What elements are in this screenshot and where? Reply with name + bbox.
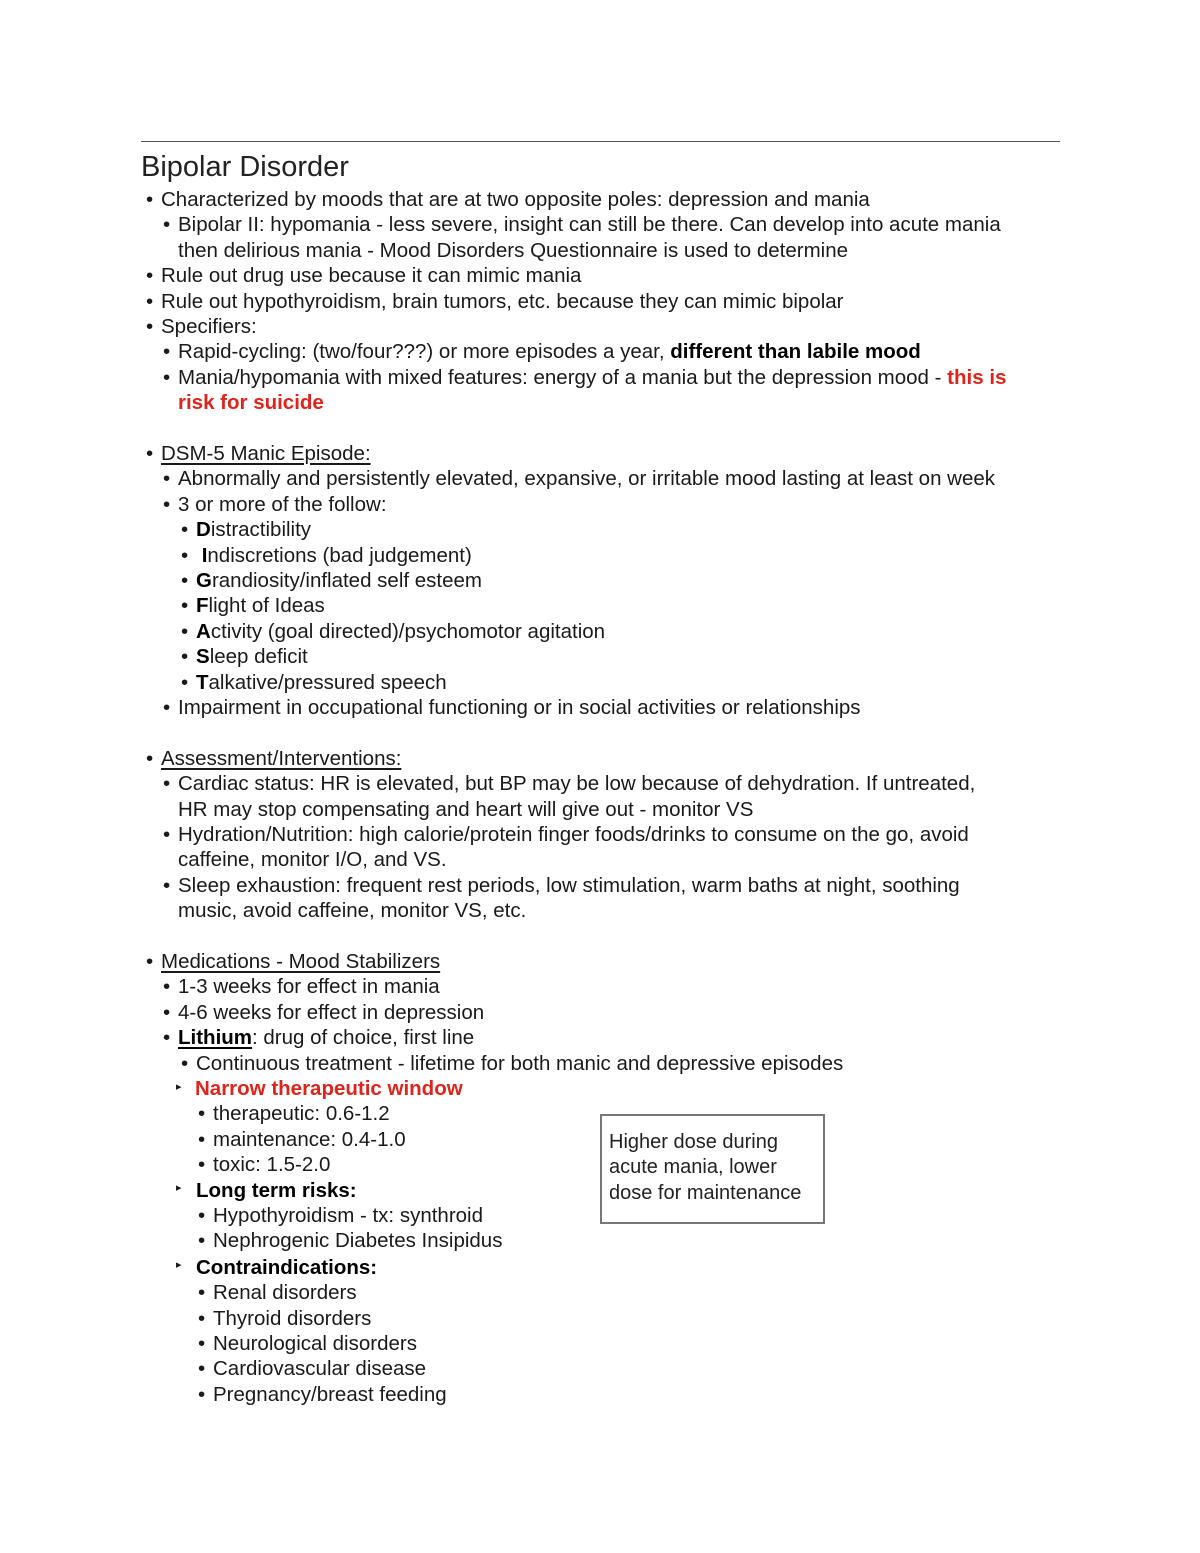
bullet-icon (146, 441, 153, 466)
hypothyroidism-text: Hypothyroidism - tx: synthroid (213, 1204, 484, 1227)
contraindication-item: Pregnancy/breast feeding (213, 1382, 447, 1406)
continuous-treatment-text: Continuous treatment - lifetime for both manic and depressive episodes (196, 1051, 844, 1075)
hydration-line2: caffeine, monitor I/O, and VS. (178, 848, 447, 872)
bullet-icon (181, 517, 188, 542)
abnormal-mood-text: Abnormally and persistently elevated, expansive, or irritable mood lasting at least on week (178, 467, 996, 491)
mnemonic-letter: G (196, 569, 212, 592)
bullet-icon (146, 263, 153, 288)
mnemonic-letter: T (196, 670, 209, 694)
mnemonic-letter: S (196, 645, 210, 669)
dsm5-header: DSM-5 Manic Episode: (161, 442, 371, 465)
mixed-features-text: Mania/hypomania with mixed features: energy of a mania but the depression mood - (178, 365, 948, 389)
rapid-cycling-line (178, 339, 921, 364)
bullet-icon (146, 187, 153, 212)
bullet-icon (181, 543, 188, 568)
mnemonic-item (196, 568, 482, 593)
mania-weeks-text: 1-3 weeks for effect in mania (178, 975, 440, 999)
medications-header: Medications - Mood Stabilizers (161, 950, 441, 973)
bullet-icon (198, 1356, 205, 1381)
mnemonic-item (196, 517, 311, 542)
bullet-icon (146, 746, 153, 771)
top-divider (141, 141, 1060, 142)
mnemonic-item (196, 593, 325, 618)
mnemonic-letter: I (196, 543, 208, 567)
bullet-icon (198, 1228, 205, 1253)
contraindications-text: Contraindications: (196, 1255, 378, 1279)
bullet-icon (181, 568, 188, 593)
bullet-icon (198, 1152, 205, 1177)
mnemonic-rest: istractibility (210, 518, 312, 542)
bullet-icon (198, 1331, 205, 1356)
rapid-cycling-bold: different than labile mood (670, 340, 921, 364)
bipolar2-line1: Bipolar II: hypomania - less severe, insight can still be there. Can develop into acute mania (178, 213, 1001, 237)
page-title: Bipolar Disorder (141, 151, 349, 183)
therapeutic-text: therapeutic: 0.6-1.2 (213, 1102, 390, 1126)
depression-weeks-text: 4-6 weeks for effect in depression (178, 1000, 485, 1024)
rule-out-hypo-text: Rule out hypothyroidism, brain tumors, etc. because they can mimic bipolar (161, 289, 844, 313)
contraindication-item: Cardiovascular disease (213, 1357, 427, 1381)
bullet-icon (163, 873, 170, 898)
mnemonic-item (196, 543, 472, 568)
toxic-text: toxic: 1.5-2.0 (213, 1153, 331, 1177)
lithium-line (178, 1025, 474, 1050)
note-line3: dose for maintenance (609, 1181, 802, 1204)
contraindication-item: Renal disorders (213, 1281, 357, 1305)
lithium-rest: : drug of choice, first line (252, 1026, 475, 1050)
bullet-icon (198, 1306, 205, 1331)
mnemonic-rest: alkative/pressured speech (208, 670, 447, 694)
mnemonic-rest: leep deficit (209, 645, 308, 669)
bullet-icon (163, 466, 170, 491)
mnemonic-item (196, 619, 605, 644)
bullet-icon (198, 1280, 205, 1305)
bullet-icon (163, 492, 170, 517)
bullet-icon (163, 1000, 170, 1025)
bullet-icon (198, 1127, 205, 1152)
characterized-text: Characterized by moods that are at two opposite poles: depression and mania (161, 188, 870, 211)
note-line1: Higher dose during (609, 1131, 778, 1153)
bullet-icon (181, 619, 188, 644)
mnemonic-letter: A (196, 619, 211, 643)
maintenance-text: maintenance: 0.4-1.0 (213, 1127, 406, 1151)
narrow-window-text: Narrow therapeutic window (195, 1077, 463, 1100)
cardiac-line1: Cardiac status: HR is elevated, but BP may be low because of dehydration. If untreated, (178, 772, 976, 796)
mnemonic-rest: ndiscretions (bad judgement) (207, 543, 472, 567)
bullet-icon (198, 1101, 205, 1126)
bullet-icon (163, 822, 170, 847)
mnemonic-letter: D (196, 518, 211, 542)
suicide-risk-red2: risk for suicide (178, 391, 324, 415)
bullet-icon (163, 212, 170, 237)
bullet-icon (163, 974, 170, 999)
contraindication-item: Thyroid disorders (213, 1306, 372, 1330)
bullet-icon (163, 1025, 170, 1050)
arrow-bullet-icon (176, 1082, 182, 1093)
bullet-icon (163, 339, 170, 364)
bullet-icon (146, 949, 153, 974)
bullet-icon (181, 670, 188, 695)
contraindication-item: Neurological disorders (213, 1332, 417, 1355)
bullet-icon (181, 1051, 188, 1076)
bullet-icon (163, 771, 170, 796)
cardiac-line2: HR may stop compensating and heart will give out - monitor VS (178, 797, 754, 821)
bullet-icon (198, 1203, 205, 1228)
bullet-icon (181, 644, 188, 669)
assessment-header: Assessment/Interventions: (161, 746, 402, 770)
mnemonic-rest: light of Ideas (208, 594, 325, 618)
bullet-icon (181, 593, 188, 618)
specifiers-text: Specifiers: (161, 315, 257, 338)
bullet-icon (146, 314, 153, 339)
mnemonic-rest: ctivity (goal directed)/psychomotor agitation (210, 619, 606, 643)
sleep-line1: Sleep exhaustion: frequent rest periods, low stimulation, warm baths at night, soothing (178, 873, 960, 897)
three-or-more-text: 3 or more of the follow: (178, 492, 387, 516)
lithium-bold: Lithium (178, 1026, 253, 1050)
suicide-risk-red1: this is (947, 365, 1007, 389)
bipolar2-line2: then delirious mania - Mood Disorders Questionnaire is used to determine (178, 238, 849, 262)
mnemonic-item (196, 670, 447, 695)
sleep-line2: music, avoid caffeine, monitor VS, etc. (178, 899, 527, 923)
mnemonic-letter: F (196, 594, 209, 618)
long-term-risks-text: Long term risks: (196, 1178, 357, 1202)
arrow-bullet-icon (176, 1260, 182, 1271)
mnemonic-rest: randiosity/inflated self esteem (211, 569, 483, 592)
mnemonic-item (196, 644, 308, 669)
rule-out-drug-text: Rule out drug use because it can mimic mania (161, 264, 582, 288)
dose-note-box (600, 1114, 825, 1224)
bullet-icon (198, 1382, 205, 1407)
impairment-text: Impairment in occupational functioning or in social activities or relationships (178, 696, 861, 719)
note-line2: acute mania, lower (609, 1156, 777, 1179)
bullet-icon (163, 695, 170, 720)
arrow-bullet-icon (176, 1183, 182, 1194)
bullet-icon (146, 289, 153, 314)
mixed-features-line1 (178, 365, 1006, 390)
bullet-icon (163, 365, 170, 390)
hydration-line1: Hydration/Nutrition: high calorie/protein finger foods/drinks to consume on the go, avoid (178, 823, 969, 846)
rapid-cycling-text: Rapid-cycling: (two/four???) or more episodes a year, (178, 340, 671, 364)
nephrogenic-text: Nephrogenic Diabetes Insipidus (213, 1229, 503, 1253)
